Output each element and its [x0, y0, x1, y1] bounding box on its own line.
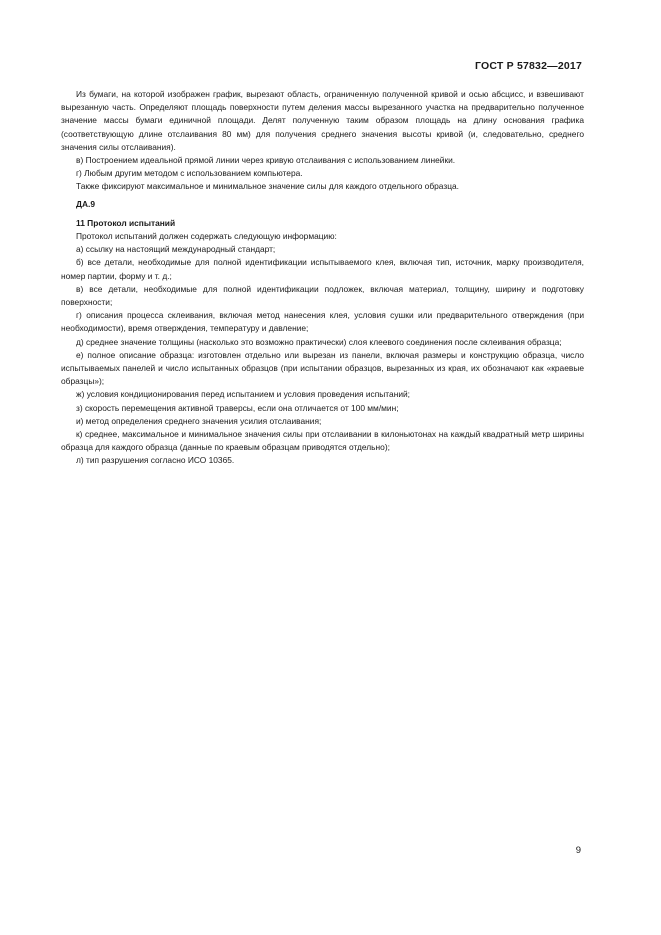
list-item: б) все детали, необходимые для полной идентификации испытываемого клея, включая тип, источник, марку производителя, номер партии, форму и т. д.; — [61, 257, 584, 281]
list-item: а) ссылку на настоящий международный стандарт; — [76, 244, 276, 255]
method-item-v: в) Построением идеальной прямой линии через кривую отслаивания с использованием линейки. — [76, 155, 456, 166]
intro-paragraph: Из бумаги, на которой изображен график, вырезают область, ограниченную полученной кривой и осью абсцисс, и взвешивают вырезанную часть. Определяют площадь поверхности путем деления массы вырезанного участка на предварительно полученное значение массы бумаги единичной площади. Делят полученную таким образом площадь на длину основания графика (соответствующую длине отслаивания 80 мм) для получения среднего значения высоты кривой (и, следовательно, среднего значения силы отслаивания). — [61, 89, 584, 152]
list-item: в) все детали, необходимые для полной идентификации подложек, включая материал, толщину, ширину и подготовку поверхности; — [61, 283, 584, 308]
clause-intro: Протокол испытаний должен содержать следующую информацию: — [76, 231, 337, 242]
list-item: и) метод определения среднего значения усилия отслаивания; — [76, 415, 322, 426]
page-number: 9 — [575, 845, 581, 856]
method-item-g: г) Любым другим методом с использованием компьютера. — [76, 168, 303, 179]
list-item: л) тип разрушения согласно ИСО 10365. — [76, 455, 235, 466]
section-label: ДА.9 — [76, 198, 95, 209]
note-paragraph: Также фиксируют максимальное и минимальное значение силы для каждого отдельного образца. — [76, 181, 459, 192]
document-code-header: ГОСТ Р 57832—2017 — [474, 60, 582, 72]
list-item: з) скорость перемещения активной траверсы, если она отличается от 100 мм/мин; — [76, 402, 399, 413]
document-body — [61, 88, 584, 468]
clause-title: 11 Протокол испытаний — [76, 217, 176, 228]
list-item: д) среднее значение толщины (насколько это возможно практически) слоя клеевого соединения после склеивания образца; — [76, 336, 562, 347]
list-item: е) полное описание образца: изготовлен отдельно или вырезан из панели, включая размеры и конструкцию образца, число испытываемых панелей и число испытанных образцов (при испытании образцов, вырезанных из края, их обозначают как «краевые образцы»); — [61, 349, 584, 387]
list-item: к) среднее, максимальное и минимальное значения силы при отслаивании в килоньютонах на каждый квадратный метр ширины образца для каждого образца (данные по краевым образцам приводятся отдельно); — [61, 429, 584, 453]
list-item: г) описания процесса склеивания, включая метод нанесения клея, условия сушки или предварительного отверждения (при необходимости), время отверждения, температуру и давление; — [61, 310, 584, 334]
list-item: ж) условия кондиционирования перед испытанием и условия проведения испытаний; — [76, 389, 410, 400]
